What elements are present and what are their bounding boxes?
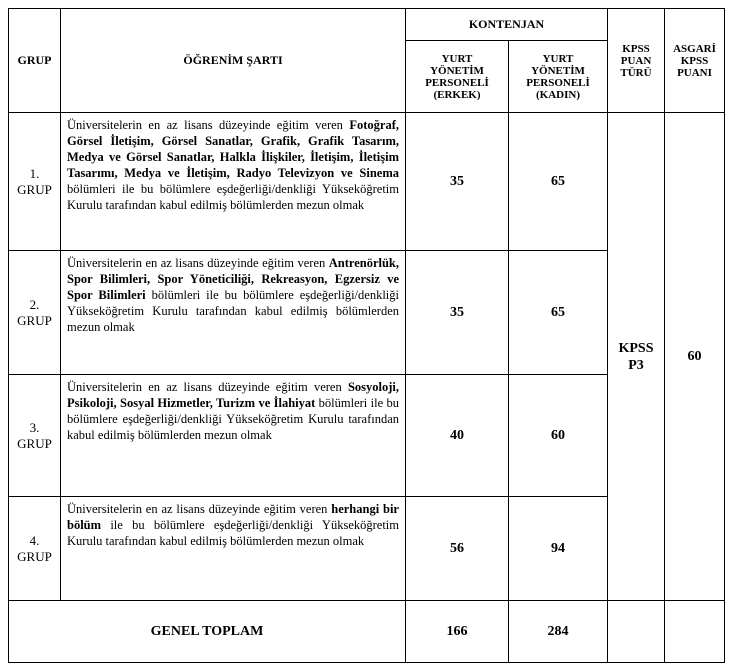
header-asgari-kpss-puani: ASGARİ KPSS PUANI [665,9,725,113]
quota-erkek: 35 [406,113,509,251]
condition-text: Üniversitelerin en az lisans düzeyinde eğitim veren Antrenörlük, Spor Bilimleri, Spor Yöneticiliği, Rekreasyon, Egzersiz ve Spor Bilimleri bölümleri ile bu bölümlere eşdeğerliği/denkliği Yükseköğretim Kurulu tarafından kabul edilmiş bölümlerden mezun olmak [61,251,406,375]
condition-text: Üniversitelerin en az lisans düzeyinde eğitim veren Fotoğraf, Görsel İletişim, Görsel Sanatlar, Grafik, Grafik Tasarım, Medya ve Görsel Sanatlar, Halkla İlişkiler, İletişim, İletişim Tasarımı, Medya ve İletişim, Radyo Televizyon ve Sinema bölümleri ile bu bölümlere eşdeğerliği/denkliği Yükseköğretim Kurulu tarafından kabul edilmiş bölümlerden mezun olmak [61,113,406,251]
header-kontenjan: KONTENJAN [406,9,608,41]
group-label: 1. GRUP [9,113,61,251]
header-ogrenim-sarti: ÖĞRENİM ŞARTI [61,9,406,113]
condition-text: Üniversitelerin en az lisans düzeyinde eğitim veren herhangi bir bölüm ile bu bölümlere eşdeğerliği/denkliği Yükseköğretim Kurulu tarafından kabul edilmiş bölümlerden mezun olmak [61,497,406,601]
quota-kadin: 65 [509,113,608,251]
quota-kadin: 60 [509,375,608,497]
quota-erkek: 56 [406,497,509,601]
group-label: 2. GRUP [9,251,61,375]
quota-kadin: 65 [509,251,608,375]
condition-text: Üniversitelerin en az lisans düzeyinde eğitim veren Sosyoloji, Psikoloji, Sosyal Hizmetler, Turizm ve İlahiyat bölümleri ile bu bölümlere eşdeğerliği/denkliği Yükseköğretim Kurulu tarafından kabul edilmiş bölümlerden mezun olmak [61,375,406,497]
asgari-kpss-puani-value: 60 [665,113,725,601]
header-kadin: YURT YÖNETİM PERSONELİ (KADIN) [509,41,608,113]
quota-erkek: 35 [406,251,509,375]
header-grup: GRUP [9,9,61,113]
total-label: GENEL TOPLAM [9,601,406,663]
header-erkek: YURT YÖNETİM PERSONELİ (ERKEK) [406,41,509,113]
total-row [9,601,725,663]
total-erkek: 166 [406,601,509,663]
kpss-puan-turu-value: KPSS P3 [608,113,665,601]
group-label: 3. GRUP [9,375,61,497]
header-kpss-puan-turu: KPSS PUAN TÜRÜ [608,9,665,113]
group-label: 4. GRUP [9,497,61,601]
quota-table [8,8,725,663]
total-kadin: 284 [509,601,608,663]
quota-kadin: 94 [509,497,608,601]
table-row [9,113,725,251]
quota-erkek: 40 [406,375,509,497]
